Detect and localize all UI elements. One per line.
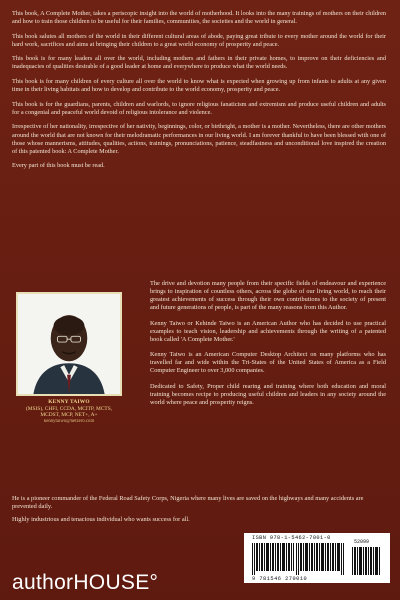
intro-paragraph-4: This book is for many children of every culture all over the world to know what is expected when growing up from infants to adults at any given time in their living habitats and how to develop and contribute to the world economy, prosperity and peace. bbox=[12, 78, 386, 94]
supplement-barcode-icon bbox=[352, 547, 382, 575]
author-name: KENNY TAIWO bbox=[48, 399, 90, 405]
barcode-icon bbox=[252, 543, 348, 575]
author-photo bbox=[16, 292, 122, 396]
intro-text bbox=[12, 10, 386, 177]
bio-paragraph-1: The drive and devotion many people from their specific fields of endeavour and experience brings to inspiration of countless others, across the globe of our living world, to reach their greatest achievements of success through their own contributions to the society of present and future generations of people, is part of the many reasons from this Author. bbox=[150, 280, 386, 312]
bio-paragraph-3: Kenny Taiwo is an American Computer Desktop Architect on many platforms who has travelled far and wide within the Tri-States of the United States of America as a Field Computer Engineer to over 3,000 companies. bbox=[150, 351, 386, 375]
author-credentials: (MSIS), CHFI, CCDA, MCITP, MCTS, MCDST, MCP, NET+, A+ bbox=[25, 405, 113, 419]
intro-paragraph-1: This book, A Complete Mother, takes a periscopic insight into the world of motherhood. It looks into the many trainings of mothers on their children and how to train those children to be useful for their families, communities, the societies and the world in general. bbox=[12, 10, 386, 26]
barcode-digits: 9 781546 270010 bbox=[252, 576, 308, 582]
intro-paragraph-2: This book salutes all mothers of the world in their different cultural areas of abode, paying great tribute to every mother around the world for their hard work, sacrifices and aims at bringing their children to a great world economy of prosperity and peace. bbox=[12, 32, 386, 48]
summary-paragraph-1: He is a pioneer commander of the Federal Road Safety Corps, Nigeria where many lives are saved on the highways and many accidents are prevented daily. bbox=[12, 495, 364, 511]
intro-paragraph-6: Irrespective of her nationality, irrespective of her nativity, beginnings, color, or birthright, a mother is a mother. Nevertheless, there are other mothers around the world that are not known for their melodramatic performances in our living world. I am forever thankful to have been blessed with one of those whose mannerisms, attitudes, qualities, actions, trainings, pronunciations, patience, steadfastness and unconditional love inspired the creation of this patented book: A Complete Mother. bbox=[12, 123, 386, 155]
author-caption bbox=[16, 399, 122, 425]
intro-paragraph-5: This book is for the guardians, parents, children and warlords, to ignore religious fanaticism and extremism and produce useful children and adults for a congenial and peaceful world devoid of religious intolerance and violence. bbox=[12, 100, 386, 116]
bio-paragraph-4: Dedicated to Safety, Proper child rearing and training where both education and moral training becomes recipe to producing useful children and leaders in any society around the world where peace and prosperity reigns. bbox=[150, 382, 386, 406]
portrait-image bbox=[18, 294, 120, 394]
summary-paragraph-2: Highly industrious and tenacious individual who wants success for all. bbox=[12, 516, 190, 524]
isbn-barcode bbox=[244, 533, 390, 583]
isbn-supplement: 52099 bbox=[354, 539, 370, 545]
author-email: kennytaiwo@netzero.com bbox=[43, 418, 95, 424]
isbn-number: ISBN 978-1-5462-7001-0 bbox=[252, 535, 331, 541]
intro-paragraph-3: This book is for many leaders all over the world, including mothers and fathers in their private homes, to improve on their deficiencies and inadequacies of qualities desirable of a good leader at home and everywhere to produce what the world needs. bbox=[12, 55, 386, 71]
intro-paragraph-7: Every part of this book must be read. bbox=[12, 162, 105, 170]
publisher-logo: authorHOUSE° bbox=[12, 571, 159, 594]
author-bio bbox=[150, 280, 386, 414]
author-summary bbox=[12, 495, 388, 529]
bio-paragraph-2: Kenny Taiwo or Kehinde Taiwo is an American Author who has decided to use practical examples to teach vision, leadership and achievements through the writing of a patented book called 'A Complete Mother.' bbox=[150, 319, 386, 343]
